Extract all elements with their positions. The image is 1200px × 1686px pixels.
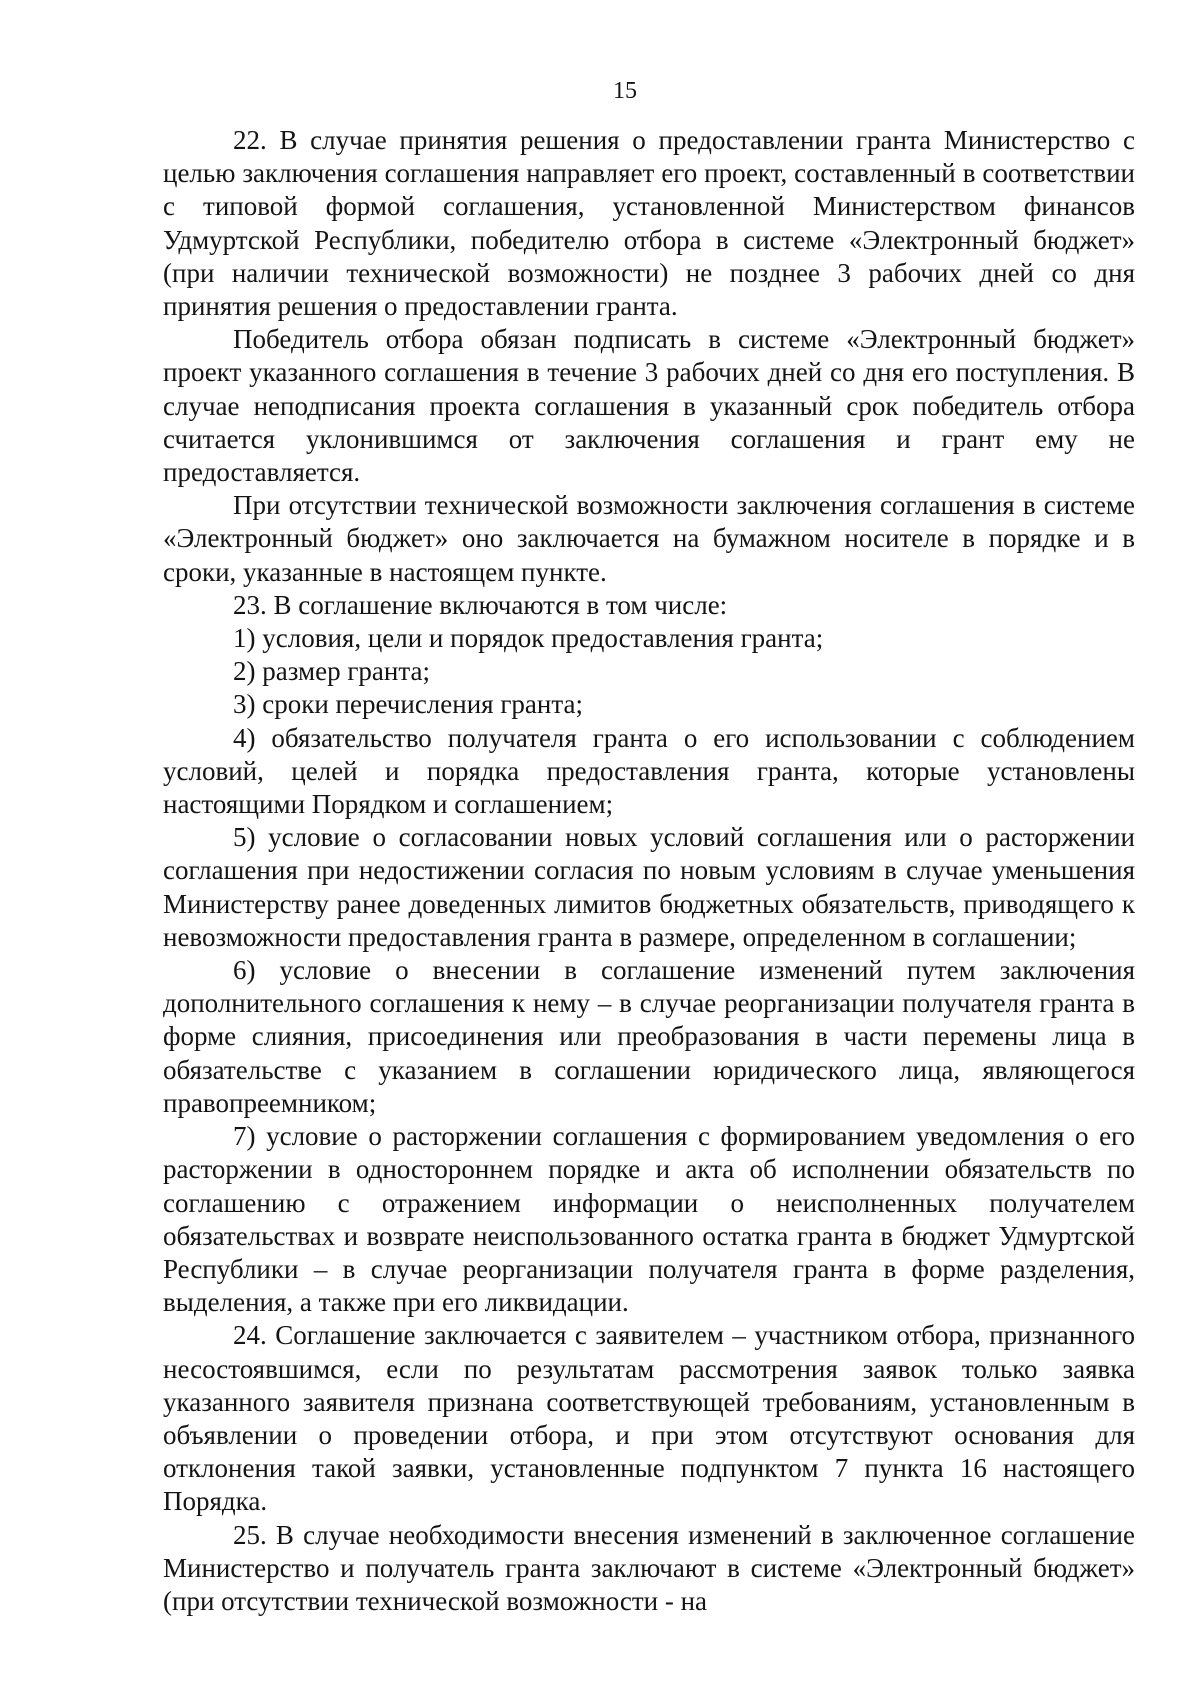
list-item-1: 1) условия, цели и порядок предоставления гранта; (233, 623, 824, 654)
paragraph-22-signing: Победитель отбора обязан подписать в системе «Электронный бюджет» проект указанного соглашения в течение 3 рабочих дней со дня его поступления. В случае неподписания проекта соглашения в указанный срок победитель отбора считается уклонившимся от заключения соглашения и грант ему не предоставляется. (163, 324, 1135, 488)
document-body (163, 124, 1135, 1618)
list-item-3: 3) сроки перечисления гранта; (233, 689, 583, 720)
list-item-7: 7) условие о расторжении соглашения с формированием уведомления о его расторжении в одностороннем порядке и акта об исполнении обязательств по соглашению с отражением информации о неисполненных получателем обязательствах и возврате неиспользованного остатка гранта в бюджет Удмуртской Республики – в случае реорганизации получателя гранта в форме разделения, выделения, а также при его ликвидации. (163, 1121, 1135, 1318)
page-number: 15 (613, 78, 637, 104)
list-item-4: 4) обязательство получателя гранта о его использовании с соблюдением условий, целей и порядка предоставления гранта, которые установлены настоящими Порядком и соглашением; (163, 722, 1135, 820)
paragraph-24: 24. Соглашение заключается с заявителем – участником отбора, признанного несостоявшимся, если по результатам рассмотрения заявок только заявка указанного заявителя признана соответствующей требованиям, установленным в объявлении о проведении отбора, и при этом отсутствуют основания для отклонения такой заявки, установленные подпунктом 7 пункта 16 настоящего Порядка. (163, 1320, 1135, 1517)
list-item-2: 2) размер гранта; (233, 656, 430, 687)
paragraph-22-paper: При отсутствии технической возможности заключения соглашения в системе «Электронный бюджет» оно заключается на бумажном носителе в порядке и в сроки, указанные в настоящем пункте. (163, 490, 1135, 587)
paragraph-23: 23. В соглашение включаются в том числе: (233, 589, 728, 620)
list-item-5: 5) условие о согласовании новых условий соглашения или о расторжении соглашения при недостижении согласия по новым условиям в случае уменьшения Министерству ранее доведенных лимитов бюджетных обязательств, приводящего к невозможности предоставления гранта в размере, определенном в соглашении; (163, 822, 1135, 952)
paragraph-25: 25. В случае необходимости внесения изменений в заключенное соглашение Министерство и получатель гранта заключают в системе «Электронный бюджет» (при отсутствии технической возможности - на (163, 1519, 1135, 1616)
list-item-6: 6) условие о внесении в соглашение изменений путем заключения дополнительного соглашения к нему – в случае реорганизации получателя гранта в форме слияния, присоединения или преобразования в части перемены лица в обязательстве с указанием в соглашении юридического лица, являющегося правопреемником; (163, 955, 1135, 1118)
paragraph-22: 22. В случае принятия решения о предоставлении гранта Министерство с целью заключения соглашения направляет его проект, составленный в соответствии с типовой формой соглашения, установленной Министерством финансов Удмуртской Республики, победителю отбора в системе «Электронный бюджет» (при наличии технической возможности) не позднее 3 рабочих дней со дня принятия решения о предоставлении гранта. (163, 125, 1135, 322)
